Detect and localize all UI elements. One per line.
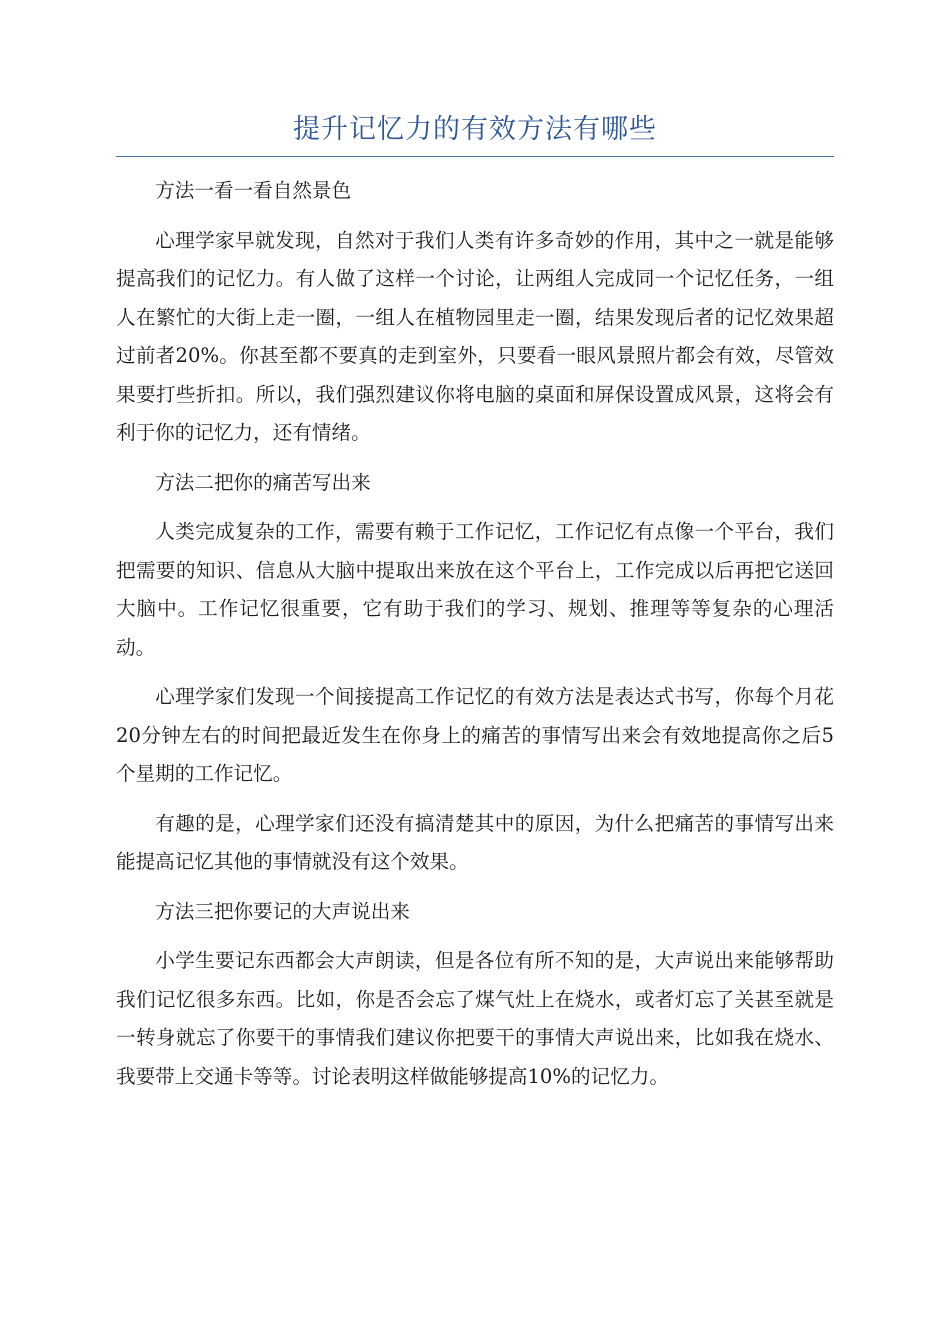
- section-heading-3: 方法三把你要记的大声说出来: [155, 899, 410, 923]
- title-block: [116, 110, 834, 157]
- section-heading-1: 方法一看一看自然景色: [155, 179, 352, 202]
- page-title: 提升记忆力的有效方法有哪些: [293, 114, 657, 145]
- paragraph-2: 人类完成复杂的工作，需要有赖于工作记忆，工作记忆有点像一个平台，我们把需要的知识、信息从大脑中提取出来放在这个平台上，工作完成以后再把它送回大脑中。工作记忆很重要，它有助于我们的学习、规划、推理等等复杂的心理活动。: [116, 520, 834, 659]
- paragraph-4: 有趣的是，心理学家们还没有搞清楚其中的原因，为什么把痛苦的事情写出来能提高记忆其他的事情就没有这个效果。: [116, 811, 834, 873]
- paragraph-3: 心理学家们发现一个间接提高工作记忆的有效方法是表达式书写，你每个月花20分钟左右的时间把最近发生在你身上的痛苦的事情写出来会有效地提高你之后5个星期的工作记忆。: [116, 685, 834, 785]
- paragraph-5: 小学生要记东西都会大声朗读，但是各位有所不知的是，大声说出来能够帮助我们记忆很多东西。比如，你是否会忘了煤气灶上在烧水，或者灯忘了关甚至就是一转身就忘了你要干的事情我们建议你把要干的事情大声说出来，比如我在烧水、我要带上交通卡等等。讨论表明这样做能够提高10%的记忆力。: [116, 949, 834, 1088]
- document-body: [116, 172, 834, 1107]
- section-heading-2: 方法二把你的痛苦写出来: [155, 470, 371, 494]
- paragraph-1: 心理学家早就发现，自然对于我们人类有许多奇妙的作用，其中之一就是能够提高我们的记忆力。有人做了这样一个讨论，让两组人完成同一个记忆任务，一组人在繁忙的大街上走一圈，一组人在植物园里走一圈，结果发现后者的记忆效果超过前者20%。你甚至都不要真的走到室外，只要看一眼风景照片都会有效，尽管效果要打些折扣。所以，我们强烈建议你将电脑的桌面和屏保设置成风景，这将会有利于你的记忆力，还有情绪。: [116, 228, 834, 444]
